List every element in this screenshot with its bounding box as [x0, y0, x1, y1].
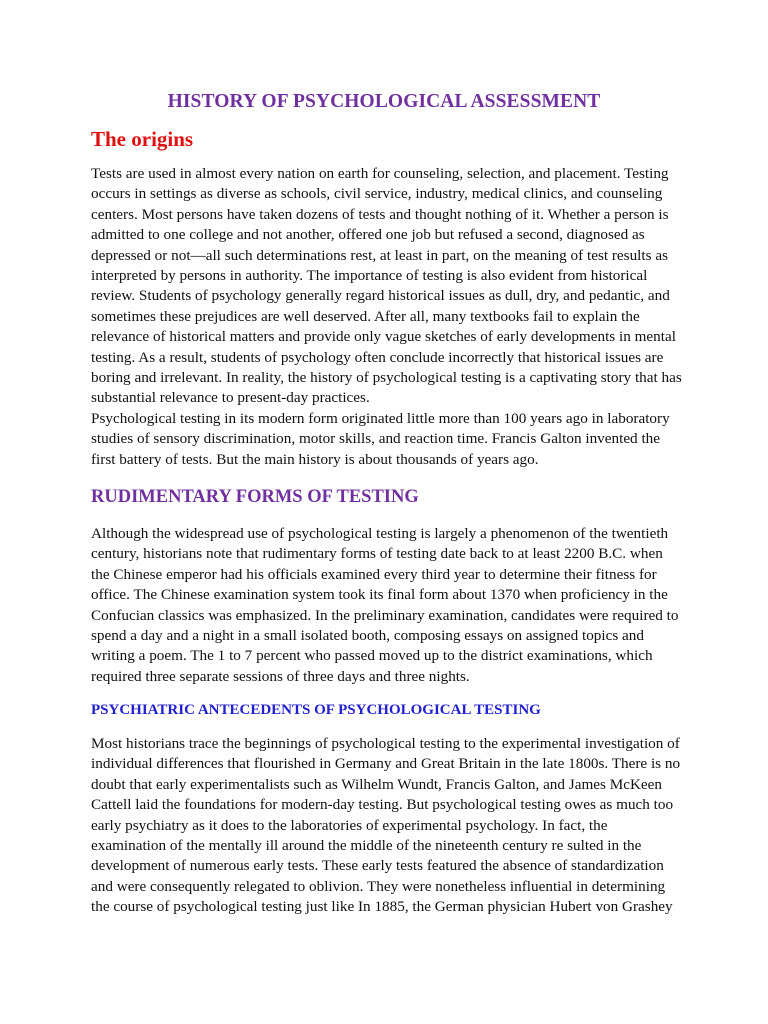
- text-line: the Chinese emperor had his officials examined every third year to determine their fitness for: [91, 565, 657, 583]
- text-line: testing. As a result, students of psychology often conclude incorrectly that historical issues are: [91, 348, 664, 366]
- origins-heading: The origins: [91, 127, 194, 151]
- psychiatric-heading: PSYCHIATRIC ANTECEDENTS OF PSYCHOLOGICAL TESTING: [91, 702, 541, 718]
- text-line: occurs in settings as diverse as schools, civil service, industry, medical clinics, and counseling: [91, 185, 663, 203]
- text-line: centers. Most persons have taken dozens of tests and thought nothing of it. Whether a person is: [91, 205, 669, 223]
- rudimentary-heading: RUDIMENTARY FORMS OF TESTING: [91, 487, 419, 507]
- text-line: Psychological testing in its modern form originated little more than 100 years ago in laboratory: [91, 409, 670, 427]
- text-line: Tests are used in almost every nation on earth for counseling, selection, and placement. Testing: [91, 165, 669, 182]
- text-line: writing a poem. The 1 to 7 percent who passed moved up to the district examinations, which: [91, 647, 653, 665]
- text-line: admitted to one college and not another, offered one job but refused a second, diagnosed as: [91, 226, 645, 244]
- document-title: HISTORY OF PSYCHOLOGICAL ASSESSMENT: [167, 91, 601, 112]
- text-line: depressed or not—all such determinations rest, at least in part, on the meaning of test results as: [91, 246, 668, 264]
- text-line: review. Students of psychology generally regard historical issues as dull, dry, and pedantic, and: [91, 287, 670, 305]
- text-line: Confucian classics was emphasized. In the preliminary examination, candidates were required to: [91, 606, 679, 624]
- psychiatric-paragraph: [91, 734, 681, 918]
- rudimentary-paragraph: [91, 524, 681, 687]
- text-line: first battery of tests. But the main history is about thousands of years ago.: [91, 450, 539, 468]
- text-line: interpreted by persons in authority. The importance of testing is also evident from historical: [91, 267, 648, 285]
- text-line: individual differences that flourished in Germany and Great Britain in the late 1800s. There is no: [91, 755, 681, 773]
- text-line: studies of sensory discrimination, motor skills, and reaction time. Francis Galton invented the: [91, 430, 661, 448]
- text-line: Although the widespread use of psychological testing is largely a phenomenon of the twentieth: [91, 525, 669, 542]
- text-line: sometimes these prejudices are well deserved. After all, many textbooks fail to explain the: [91, 307, 640, 325]
- text-line: century, historians note that rudimentary forms of testing date back to at least 2200 B.C. when: [91, 545, 663, 563]
- text-line: Cattell laid the foundations for modern-day testing. But psychological testing owes as much too: [91, 796, 674, 814]
- text-line: the course of psychological testing just like In 1885, the German physician Hubert von Grashey: [91, 898, 673, 916]
- origins-paragraph-1: [91, 164, 681, 470]
- text-line: office. The Chinese examination system took its final form about 1370 when proficiency in the: [91, 586, 668, 604]
- text-line: relevance of historical matters and provide only vague sketches of early developments in mental: [91, 328, 676, 346]
- text-line: and were consequently relegated to oblivion. They were nonetheless influential in determining: [91, 877, 666, 895]
- text-line: boring and irrelevant. In reality, the history of psychological testing is a captivating story that has: [91, 369, 682, 387]
- text-line: Most historians trace the beginnings of psychological testing to the experimental investigation of: [91, 735, 680, 752]
- text-line: substantial relevance to present-day practices.: [91, 389, 370, 407]
- text-line: development of numerous early tests. These early tests featured the absence of standardization: [91, 857, 664, 875]
- text-line: early psychiatry as it does to the laboratories of experimental psychology. In fact, the: [91, 816, 608, 834]
- text-line: doubt that early experimentalists such as Wilhelm Wundt, Francis Galton, and James McKeen: [91, 775, 662, 793]
- text-line: required three separate sessions of three days and three nights.: [91, 667, 470, 685]
- text-line: examination of the mentally ill around the middle of the nineteenth century re sulted in the: [91, 837, 642, 855]
- text-line: spend a day and a night in a small isolated booth, composing essays on assigned topics and: [91, 627, 644, 645]
